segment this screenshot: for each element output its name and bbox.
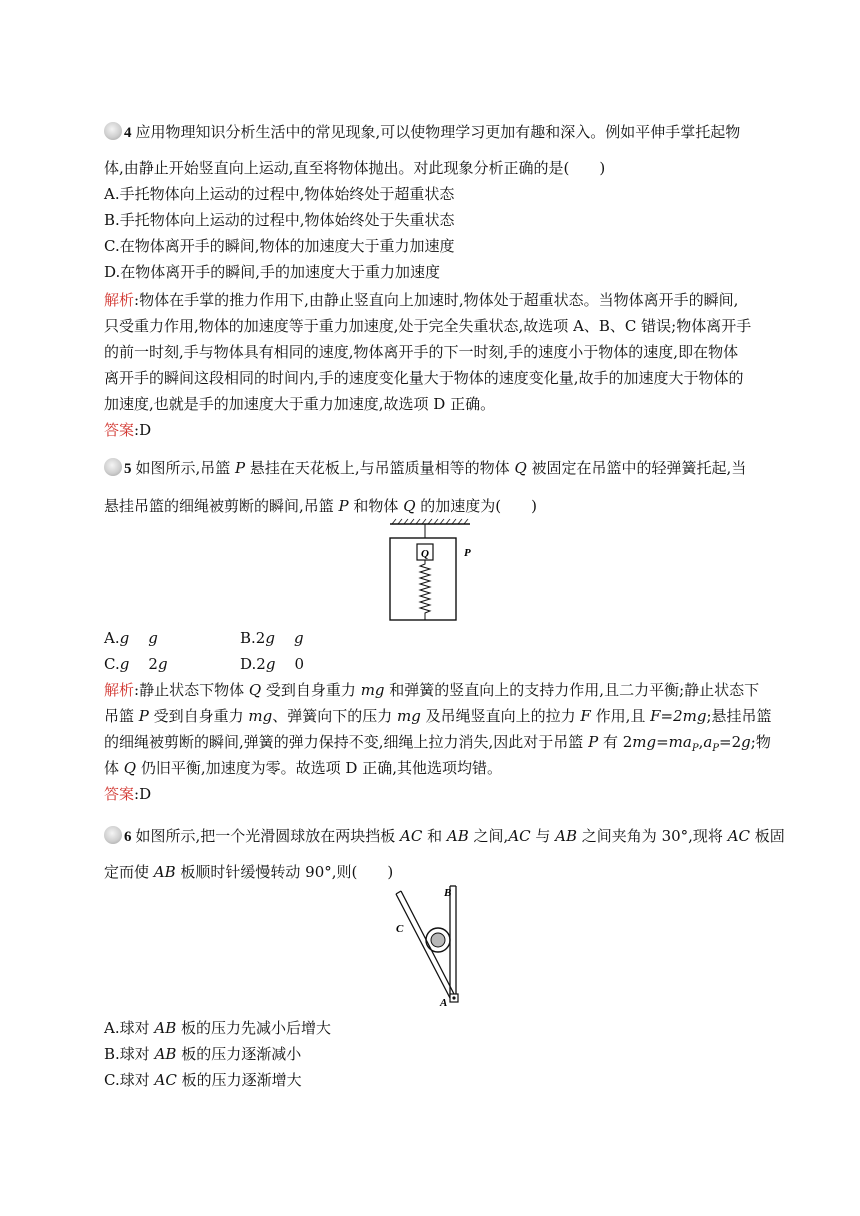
answer-label: 答案: [104, 421, 135, 439]
q5-figure-label-p: P: [464, 547, 471, 559]
q6-number: 6: [124, 829, 132, 845]
q4-option-d: D.在物体离开手的瞬间,手的加速度大于重力加速度: [104, 263, 441, 281]
question-bullet-icon: [104, 826, 122, 844]
question-bullet-icon: [104, 122, 122, 140]
q5-option-b: B.2g g: [240, 629, 304, 647]
q5-option-c: C.g 2g: [104, 655, 168, 673]
q5-number: 5: [124, 461, 132, 477]
q4-analysis-line3: 的前一时刻,手与物体具有相同的速度,物体离开手的下一时刻,手的速度小于物体的速度,即在物体: [104, 343, 739, 361]
q5-figure-label-q: Q: [421, 548, 429, 560]
q6-figure-label-c: C: [396, 923, 404, 935]
q5-option-d: D.2g 0: [240, 655, 305, 673]
q6-figure-label-b: B: [444, 887, 452, 899]
analysis-label: 解析: [104, 681, 135, 699]
question-bullet-icon: [104, 458, 122, 476]
q5-analysis-line2: 吊篮 P 受到自身重力 mg、弹簧向下的压力 mg 及吊绳竖直向上的拉力 F 作用,且 F=2mg;悬挂吊篮: [104, 707, 772, 725]
q5-stem-line2: 悬挂吊篮的细绳被剪断的瞬间,吊篮 P 和物体 Q 的加速度为( ): [104, 497, 537, 515]
q5-basket-spring-figure: [380, 518, 480, 624]
q4-option-b: B.手托物体向上运动的过程中,物体始终处于失重状态: [104, 211, 455, 229]
q4-analysis-line5: 加速度,也就是手的加速度大于重力加速度,故选项 D 正确。: [104, 395, 496, 413]
q4-answer: 答案:D: [104, 421, 152, 439]
q6-option-c: C.球对 AC 板的压力逐渐增大: [104, 1071, 302, 1089]
q5-analysis-line3: 的细绳被剪断的瞬间,弹簧的弹力保持不变,细绳上拉力消失,因此对于吊篮 P 有 $2mg=ma_P,a_P=2g$;物: [104, 733, 771, 754]
q4-number: 4: [124, 125, 132, 141]
q6-stem-line2: 定而使 AB 板顺时针缓慢转动 90°,则( ): [104, 863, 394, 881]
q4-stem-line1: 4 应用物理知识分析生活中的常见现象,可以使物理学习更加有趣和深入。例如平伸手掌托起物: [104, 122, 740, 143]
q4-analysis-line1: 解析:物体在手掌的推力作用下,由静止竖直向上加速时,物体处于超重状态。当物体离开手的瞬间,: [104, 291, 739, 309]
q4-option-a: A.手托物体向上运动的过程中,物体始终处于超重状态: [104, 185, 455, 203]
q5-options-row1: [104, 628, 304, 648]
q6-stem-line1: 6 如图所示,把一个光滑圆球放在两块挡板 AC 和 AB 之间,AC 与 AB 之间夹角为 30°,现将 AC 板固: [104, 826, 785, 847]
q4-stem-line2: 体,由静止开始竖直向上运动,直至将物体抛出。对此现象分析正确的是( ): [104, 159, 606, 177]
q5-answer: 答案:D: [104, 785, 152, 803]
q5-option-a: A.g g: [104, 629, 158, 647]
q6-ball-between-boards-figure: [390, 884, 470, 1008]
q5-options-row2: [104, 654, 305, 674]
q5-analysis-line1: 解析:静止状态下物体 Q 受到自身重力 mg 和弹簧的竖直向上的支持力作用,且二力平衡;静止状态下: [104, 681, 760, 699]
q6-figure-label-a: A: [440, 997, 448, 1008]
q6-option-a: A.球对 AB 板的压力先减小后增大: [104, 1019, 332, 1037]
q4-option-c: C.在物体离开手的瞬间,物体的加速度大于重力加速度: [104, 237, 455, 255]
analysis-label: 解析: [104, 291, 135, 309]
q5-stem-line1: 5 如图所示,吊篮 P 悬挂在天花板上,与吊篮质量相等的物体 Q 被固定在吊篮中的轻弹簧托起,当: [104, 458, 746, 479]
answer-label: 答案: [104, 785, 135, 803]
q6-option-b: B.球对 AB 板的压力逐渐减小: [104, 1045, 302, 1063]
q5-analysis-line4: 体 Q 仍旧平衡,加速度为零。故选项 D 正确,其他选项均错。: [104, 759, 502, 777]
q4-analysis-line2: 只受重力作用,物体的加速度等于重力加速度,处于完全失重状态,故选项 A、B、C 错误;物体离开手: [104, 317, 752, 335]
q4-analysis-line4: 离开手的瞬间这段相同的时间内,手的速度变化量大于物体的速度变化量,故手的加速度大于物体的: [104, 369, 744, 387]
